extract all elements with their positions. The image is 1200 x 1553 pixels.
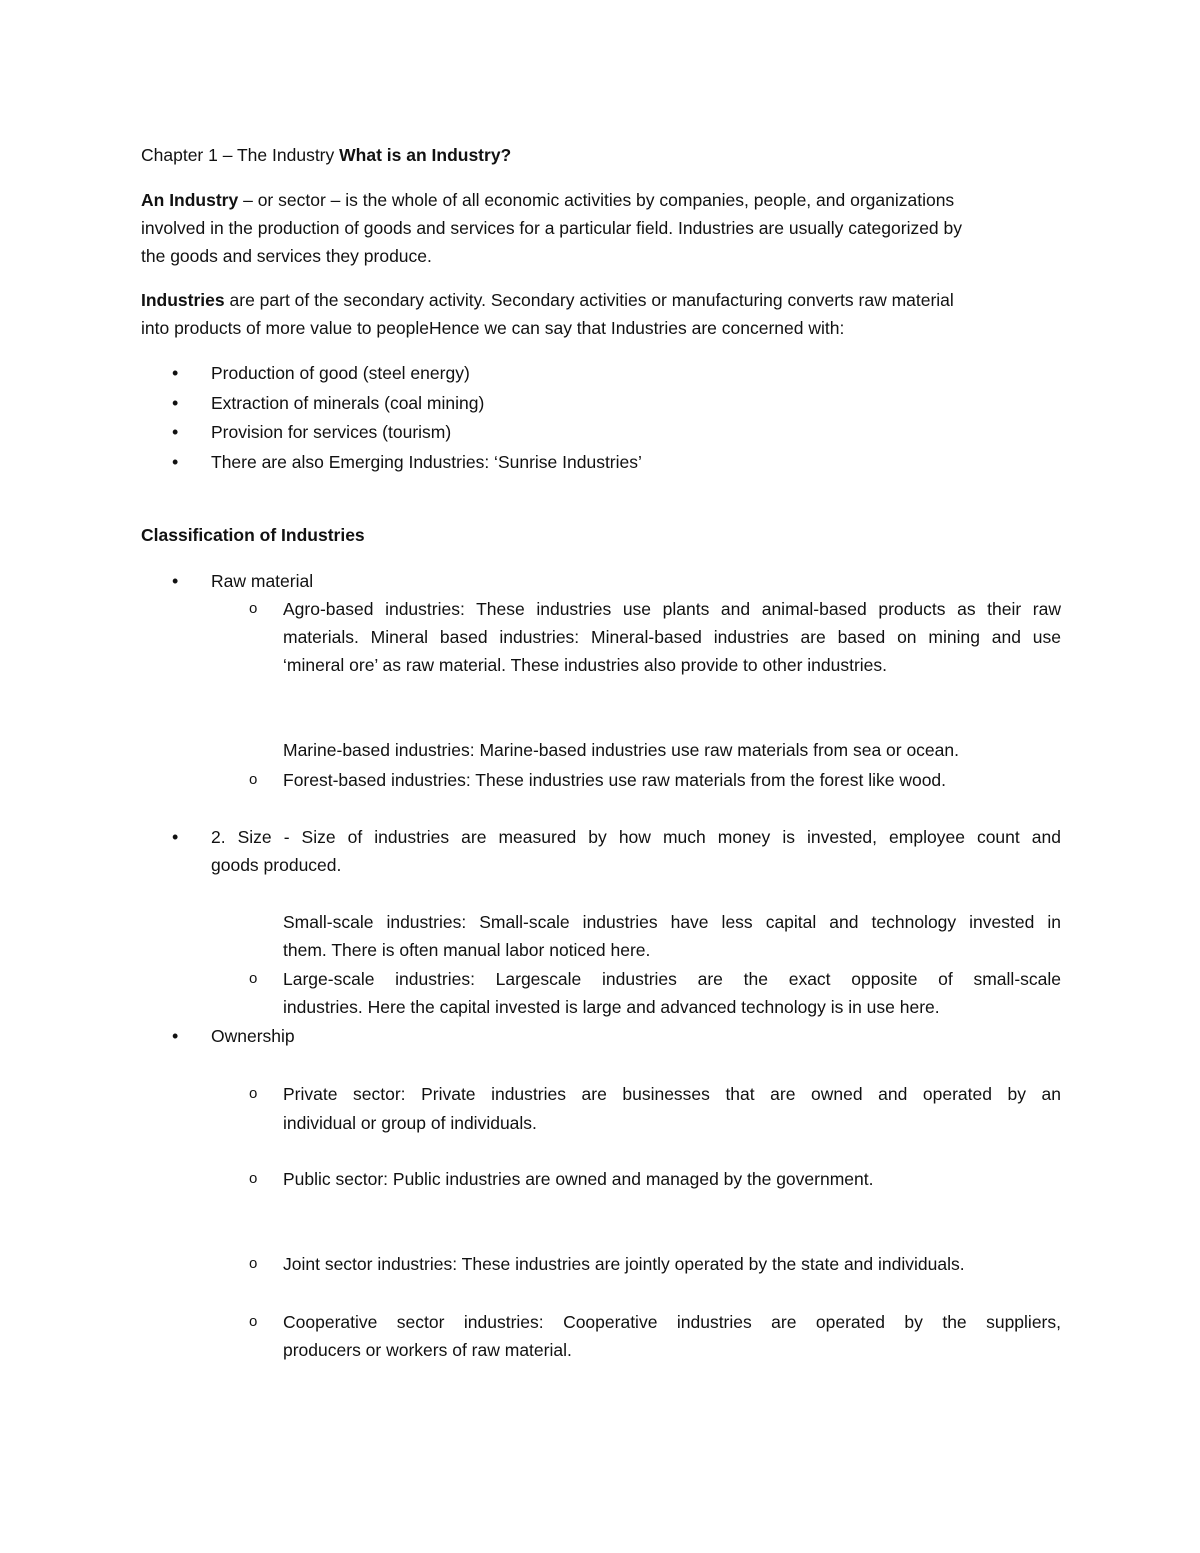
marine-based-text: Marine-based industries: Marine-based industries use raw materials from sea or ocean. [283, 740, 959, 760]
sub-bullet-marker: o [249, 970, 258, 987]
sub-bullet-marker: o [249, 771, 258, 788]
agro-line-2: materials. Mineral based industries: Mineral-based industries are based on mining and use [283, 627, 1061, 647]
small-scale-line-1: Small-scale industries: Small-scale industries have less capital and technology invested in [283, 912, 1061, 932]
term-industries: Industries [141, 290, 225, 310]
joint-sector-text: Joint sector industries: These industries are jointly operated by the state and individuals. [283, 1254, 965, 1274]
list-item: Provision for services (tourism) [211, 422, 452, 442]
forest-based-text: Forest-based industries: These industries use raw materials from the forest like wood. [283, 770, 947, 790]
cooperative-sector-line-1: Cooperative sector industries: Cooperative industries are operated by the suppliers, [283, 1312, 1061, 1332]
public-sector-text: Public sector: Public industries are owned and managed by the government. [283, 1169, 874, 1189]
agro-line-3: ‘mineral ore’ as raw material. These industries also provide to other industries. [283, 655, 888, 675]
private-sector-line-1: Private sector: Private industries are businesses that are owned and operated by an [283, 1084, 1061, 1104]
list-item: Production of good (steel energy) [211, 363, 470, 383]
paragraph-1-text: – or sector – is the whole of all economic activities by companies, people, and organizations [238, 190, 955, 210]
list-item: Extraction of minerals (coal mining) [211, 393, 485, 413]
paragraph-1-line-1 [141, 186, 1061, 214]
sub-bullet-marker: o [249, 1255, 258, 1272]
raw-material-label: Raw material [211, 571, 314, 591]
size-line-2: goods produced. [211, 855, 342, 875]
list-item: There are also Emerging Industries: ‘Sunrise Industries’ [211, 452, 642, 472]
paragraph-2-line-1 [141, 286, 1061, 314]
sub-bullet-marker: o [249, 1313, 258, 1330]
paragraph-2-text: are part of the secondary activity. Secondary activities or manufacturing converts raw material [224, 290, 954, 310]
section-heading-classification: Classification of Industries [141, 525, 365, 545]
chapter-question: What is an Industry? [339, 145, 512, 165]
bullet-marker: • [172, 571, 179, 591]
sub-bullet-marker: o [249, 1170, 258, 1187]
paragraph-1-line-3: the goods and services they produce. [141, 246, 432, 266]
bullet-marker: • [172, 827, 179, 847]
bullet-marker: • [172, 393, 179, 413]
chapter-title [141, 141, 1061, 169]
ownership-label: Ownership [211, 1026, 295, 1046]
sub-bullet-marker: o [249, 600, 258, 617]
paragraph-2-line-2: into products of more value to peopleHence we can say that Industries are concerned with: [141, 318, 845, 338]
bullet-marker: • [172, 452, 179, 472]
bullet-marker: • [172, 422, 179, 442]
term-an-industry: An Industry [141, 190, 239, 210]
paragraph-1-line-2: involved in the production of goods and services for a particular field. Industries are usually categorized by [141, 218, 963, 238]
agro-line-1: Agro-based industries: These industries use plants and animal-based products as their raw [283, 599, 1061, 619]
chapter-label: Chapter 1 – The Industry [141, 145, 335, 165]
bullet-marker: • [172, 363, 179, 383]
large-scale-line-2: industries. Here the capital invested is large and advanced technology is in use here. [283, 997, 940, 1017]
small-scale-line-2: them. There is often manual labor noticed here. [283, 940, 651, 960]
cooperative-sector-line-2: producers or workers of raw material. [283, 1340, 572, 1360]
sub-bullet-marker: o [249, 1085, 258, 1102]
large-scale-line-1: Large-scale industries: Largescale industries are the exact opposite of small-scale [283, 969, 1061, 989]
bullet-marker: • [172, 1026, 179, 1046]
size-line-1: 2. Size - Size of industries are measured by how much money is invested, employee count and [211, 827, 1061, 847]
private-sector-line-2: individual or group of individuals. [283, 1113, 537, 1133]
